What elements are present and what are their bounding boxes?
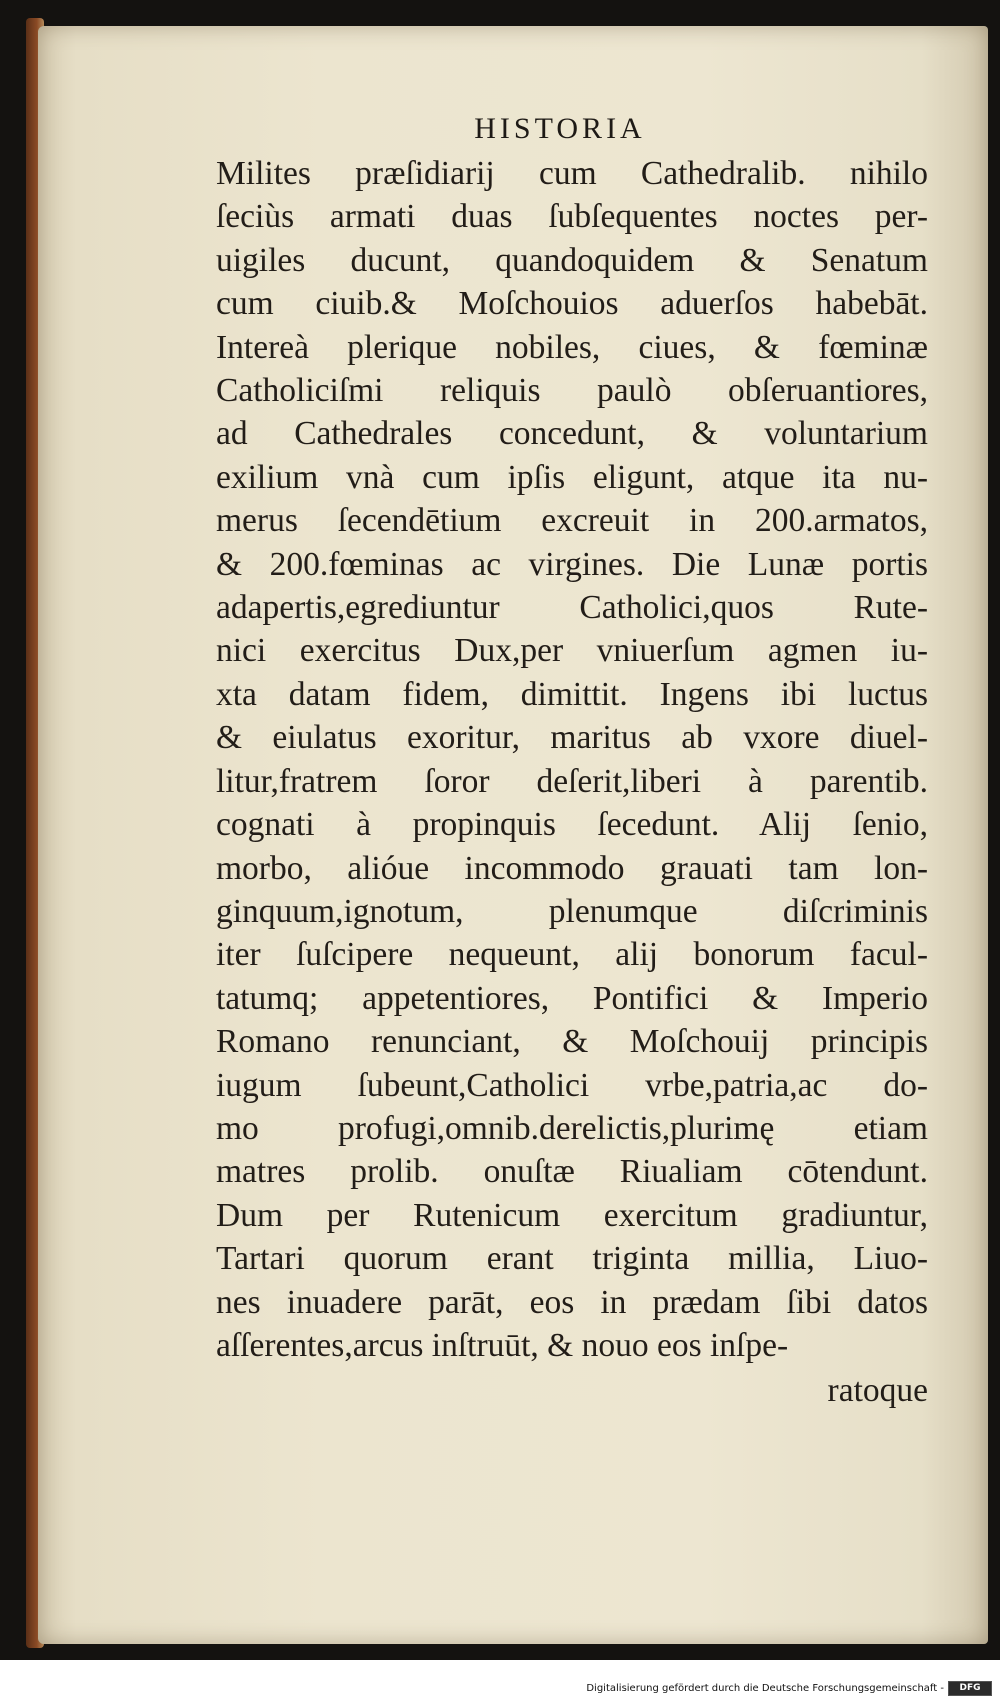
dfg-logo-icon: DFG (948, 1681, 992, 1696)
text-line: xta datam fidem, dimittit. Ingens ibi luctus (216, 675, 928, 713)
text-line: mo profugi,omnib.derelictis,plurimę etiam (216, 1109, 928, 1147)
text-line: & 200.fœminas ac virgines. Die Lunæ portis (216, 545, 928, 583)
text-line: adapertis,egrediuntur Catholici,quos Rute- (216, 589, 928, 627)
text-line: nici exercitus Dux,per vniuerſum agmen iu- (216, 632, 928, 670)
text-line: Tartari quorum erant triginta millia, Liuo- (216, 1240, 928, 1278)
text-line: Dum per Rutenicum exercitum gradiuntur, (216, 1196, 928, 1234)
text-line: morbo, alióue incommodo grauati tam lon- (216, 849, 928, 887)
text-line: tatumq; appetentiores, Pontifici & Imperio (216, 979, 928, 1017)
text-line: & eiulatus exoritur, maritus ab vxore diuel- (216, 719, 928, 757)
text-block (216, 152, 928, 1367)
text-line: matres prolib. onuſtæ Riualiam cōtendunt. (216, 1153, 928, 1191)
text-line: merus ſecendētium excreuit in 200.armatos, (216, 502, 928, 540)
text-line: aſſerentes,arcus inſtruūt, & nouo eos inſpe- (216, 1326, 789, 1364)
text-line: Milites præſidiarij cum Cathedralib. nihilo (216, 155, 928, 192)
text-line: nes inuadere parāt, eos in prædam ſibi datos (216, 1283, 928, 1321)
catchword: ratoque (827, 1372, 928, 1409)
text-line: Catholiciſmi reliquis paulò obſeruantiores, (216, 372, 928, 410)
text-line: Intereà plerique nobiles, ciues, & fœminæ (216, 328, 928, 366)
text-line: iugum ſubeunt,Catholici vrbe,patria,ac do- (216, 1066, 928, 1104)
text-line: iter ſuſcipere nequeunt, alij bonorum facul- (216, 936, 928, 974)
text-line: uigiles ducunt, quandoquidem & Senatum (216, 241, 928, 279)
text-line: cum ciuib.& Moſchouios aduerſos habebāt. (216, 285, 928, 323)
running-head: HISTORIA (474, 112, 646, 145)
text-line: ſeciùs armati duas ſubſequentes noctes per- (216, 198, 928, 236)
text-line: ginquum,ignotum, plenumque diſcriminis (216, 892, 928, 930)
text-line: Romano renunciant, & Moſchouij principis (216, 1023, 928, 1061)
digitization-credit: Digitalisierung gefördert durch die Deutsche Forschungsgemeinschaft - (586, 1683, 944, 1694)
text-line: cognati à propinquis ſecedunt. Alij ſenio, (216, 806, 928, 844)
text-line: exilium vnà cum ipſis eligunt, atque ita nu- (216, 458, 928, 496)
text-line: ad Cathedrales concedunt, & voluntarium (216, 415, 928, 453)
text-line: litur,fratrem ſoror deſerit,liberi à parentib. (216, 762, 928, 800)
